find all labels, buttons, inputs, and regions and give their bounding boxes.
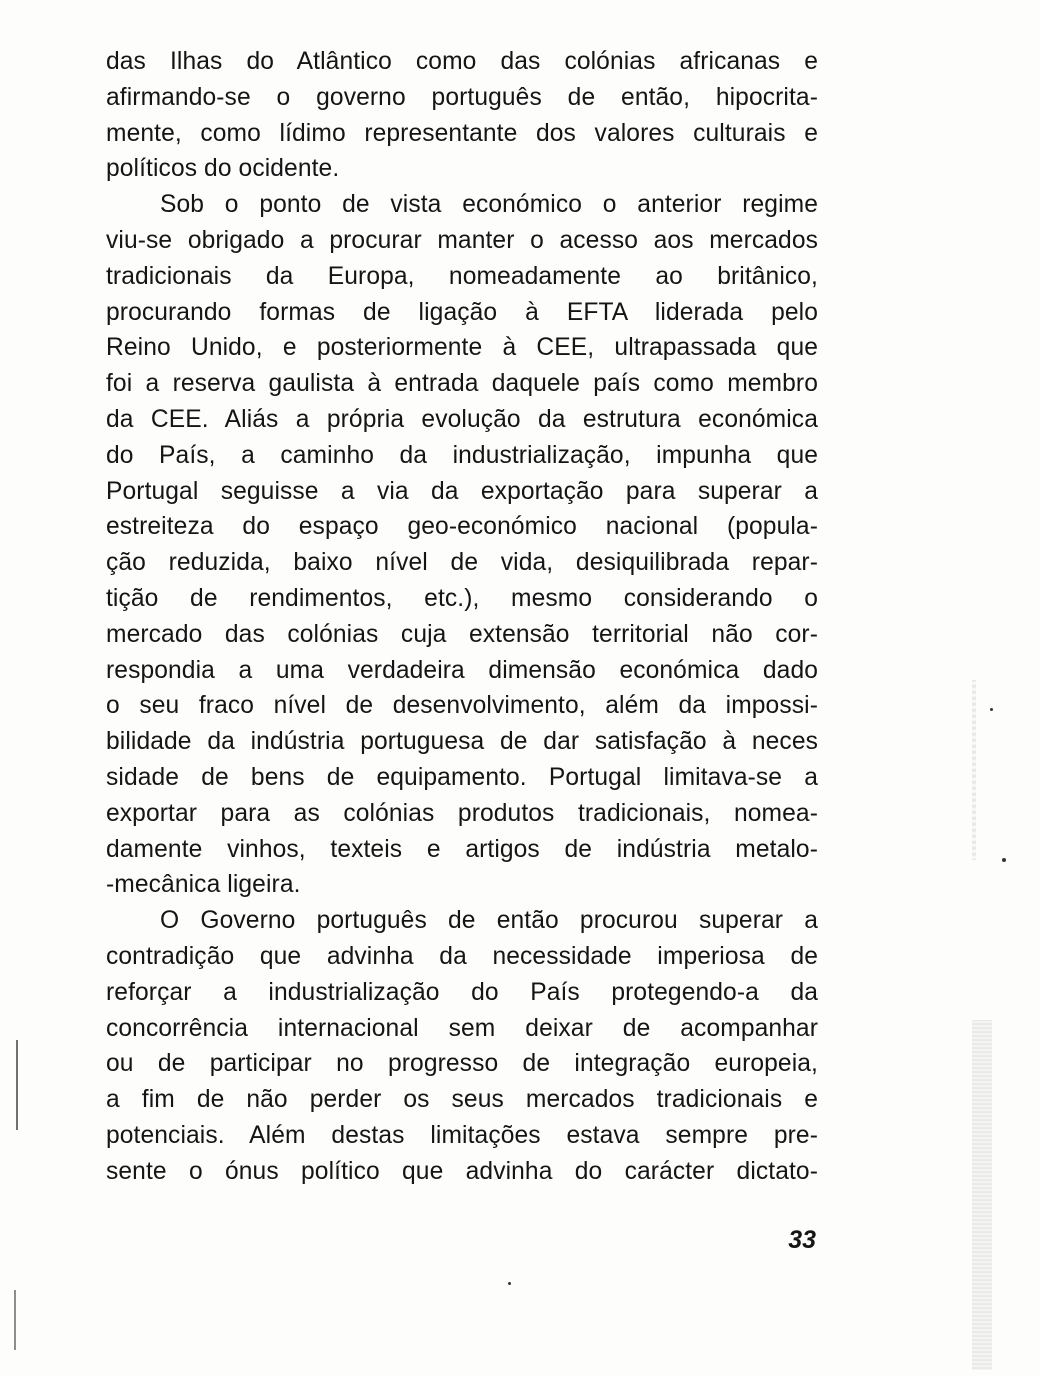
scan-edge-artifact [972,1020,992,1370]
text-line: potenciais. Além destas limitações estava sempre pre- [106,1121,818,1149]
text-line: viu-se obrigado a procurar manter o acesso aos mercados [106,226,818,254]
text-line: foi a reserva gaulista à entrada daquele país como membro [106,370,818,398]
text-line: a fim de não perder os seus mercados tradicionais e [106,1086,818,1114]
body-text [106,44,818,1190]
text-line: ou de participar no progresso de integração europeia, [106,1050,818,1078]
text-line: mercado das colónias cuja extensão territorial não cor- [106,620,818,648]
text-line: da CEE. Aliás a própria evolução da estrutura económica [106,405,818,433]
text-line: o seu fraco nível de desenvolvimento, além da impossi- [106,692,818,720]
text-line: exportar para as colónias produtos tradicionais, nomea- [106,799,818,827]
text-line: das Ilhas do Atlântico como das colónias africanas e [106,48,818,75]
scan-edge-artifact [972,680,976,860]
text-line: estreiteza do espaço geo-económico nacional (popula- [106,513,818,541]
text-line: afirmando-se o governo português de então, hipocrita- [106,83,818,111]
text-line: tradicionais da Europa, nomeadamente ao britânico, [106,262,818,290]
text-line: políticos do ocidente. [106,155,340,183]
text-line: bilidade da indústria portuguesa de dar satisfação à neces [106,728,818,756]
text-line: sidade de bens de equipamento. Portugal limitava-se a [106,763,818,791]
text-line: tição de rendimentos, etc.), mesmo considerando o [106,584,818,612]
text-line: procurando formas de ligação à EFTA liderada pelo [106,298,818,326]
text-line: -mecânica ligeira. [106,871,301,899]
scan-speck [1002,858,1006,862]
paragraph-first-line: O Governo português de então procurou superar a [160,907,818,935]
scan-edge-artifact [16,1040,18,1130]
text-line: ção reduzida, baixo nível de vida, desiquilibrada repar- [106,549,818,577]
scan-speck [990,708,993,711]
text-line: respondia a uma verdadeira dimensão económica dado [106,656,818,684]
text-line: Portugal seguisse a via da exportação para superar a [106,477,818,505]
text-line: sente o ónus político que advinha do carácter dictato- [106,1157,818,1185]
text-line: mente, como lídimo representante dos valores culturais e [106,119,818,147]
text-line: contradição que advinha da necessidade imperiosa de [106,942,818,970]
paragraph-first-line: Sob o ponto de vista económico o anterior regime [160,191,818,219]
text-line: damente vinhos, texteis e artigos de indústria metalo- [106,835,818,863]
scan-edge-artifact [14,1290,16,1350]
page-number: 33 [788,1226,816,1254]
text-line: reforçar a industrialização do País protegendo-a da [106,978,818,1006]
text-line: concorrência internacional sem deixar de acompanhar [106,1014,818,1042]
text-line: do País, a caminho da industrialização, impunha que [106,441,818,469]
scan-speck [508,1282,511,1285]
text-line: Reino Unido, e posteriormente à CEE, ultrapassada que [106,334,818,362]
